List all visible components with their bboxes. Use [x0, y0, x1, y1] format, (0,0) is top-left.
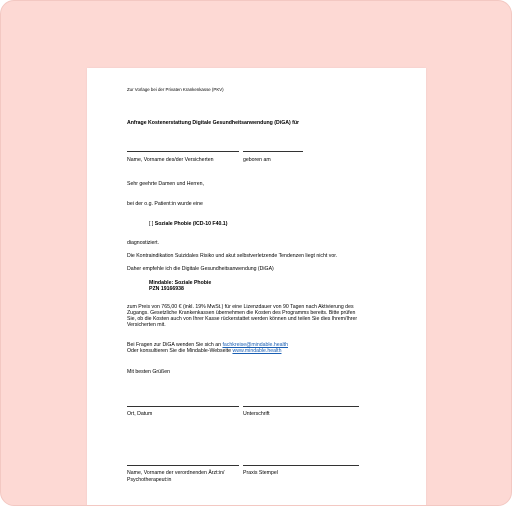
doctor-name-label-2: Psychotherapeut:in [127, 477, 172, 483]
website-text [127, 348, 281, 354]
stamp-line [243, 465, 359, 466]
diagnosis-label: Soziale Phobie (ICD-10 F40.1) [154, 221, 228, 227]
header-note: Zur Vorlage bei der Privaten Krankenkasse (PKV) [127, 87, 224, 92]
signature-label: Unterschrift [243, 411, 270, 417]
price-line-2: Zugangs. Gesetzliche Krankenkassen übernehmen die Kosten des Programms bereits. Bitte prüfen [127, 310, 356, 316]
questions-prefix: Bei Fragen zur DiGA wenden Sie sich an [127, 342, 223, 348]
website-prefix: Oder konsultieren Sie die Mindable-Webseite [127, 348, 233, 354]
price-line-1: zum Preis von 765,00 € (inkl. 19% MwSt.) für eine Lizenzdauer von 90 Tagen nach Aktivierung des [127, 304, 354, 310]
name-insured-label: Name, Vorname des/der Versicherten [127, 157, 214, 163]
doctor-name-label-1: Name, Vorname der verordnenden Ärzt:in/ [127, 470, 225, 476]
place-date-label: Ort, Datum [127, 411, 153, 417]
closing-text: Mit besten Grüßen [127, 369, 170, 375]
diagnosis-row [149, 221, 227, 227]
document-page [87, 68, 426, 506]
price-line-3: Sie, ob die Kosten auch von Ihrer Kasse rückerstattet werden können und teilen Sie dies Ihrem/Ihrer [127, 316, 358, 322]
place-date-line [127, 406, 239, 407]
recommend-text: Daher empfehle ich die Digitale Gesundheitsanwendung (DiGA) [127, 266, 274, 272]
price-line-4: Versicherten mit. [127, 322, 166, 328]
contraindication-text: Die Kontraindikation Suizidales Risiko und akut selbstverletzende Tendenzen liegt nicht vor. [127, 253, 338, 259]
salutation: Sehr geehrte Damen und Herren, [127, 181, 204, 187]
birthdate-line [243, 151, 303, 152]
intro-text: bei der o.g. Patient:in wurde eine [127, 201, 203, 207]
name-insured-line [127, 151, 239, 152]
diagnosis-checkbox[interactable]: [ ] [149, 221, 154, 227]
stamp-label: Praxis Stempel [243, 470, 278, 476]
signature-line [243, 406, 359, 407]
product-name: Mindable: Soziale Phobie [149, 280, 212, 286]
website-link[interactable]: www.mindable.health [232, 348, 282, 354]
document-subject: Anfrage Kostenerstattung Digitale Gesundheitsanwendung (DiGA) für [127, 120, 300, 126]
email-link[interactable]: fachkreise@mindable.health [222, 342, 288, 348]
birthdate-label: geboren am [243, 157, 271, 163]
doctor-name-line [127, 465, 239, 466]
product-pzn: PZN 19166938 [149, 286, 184, 292]
diagnosed-text: diagnostiziert. [127, 240, 160, 246]
